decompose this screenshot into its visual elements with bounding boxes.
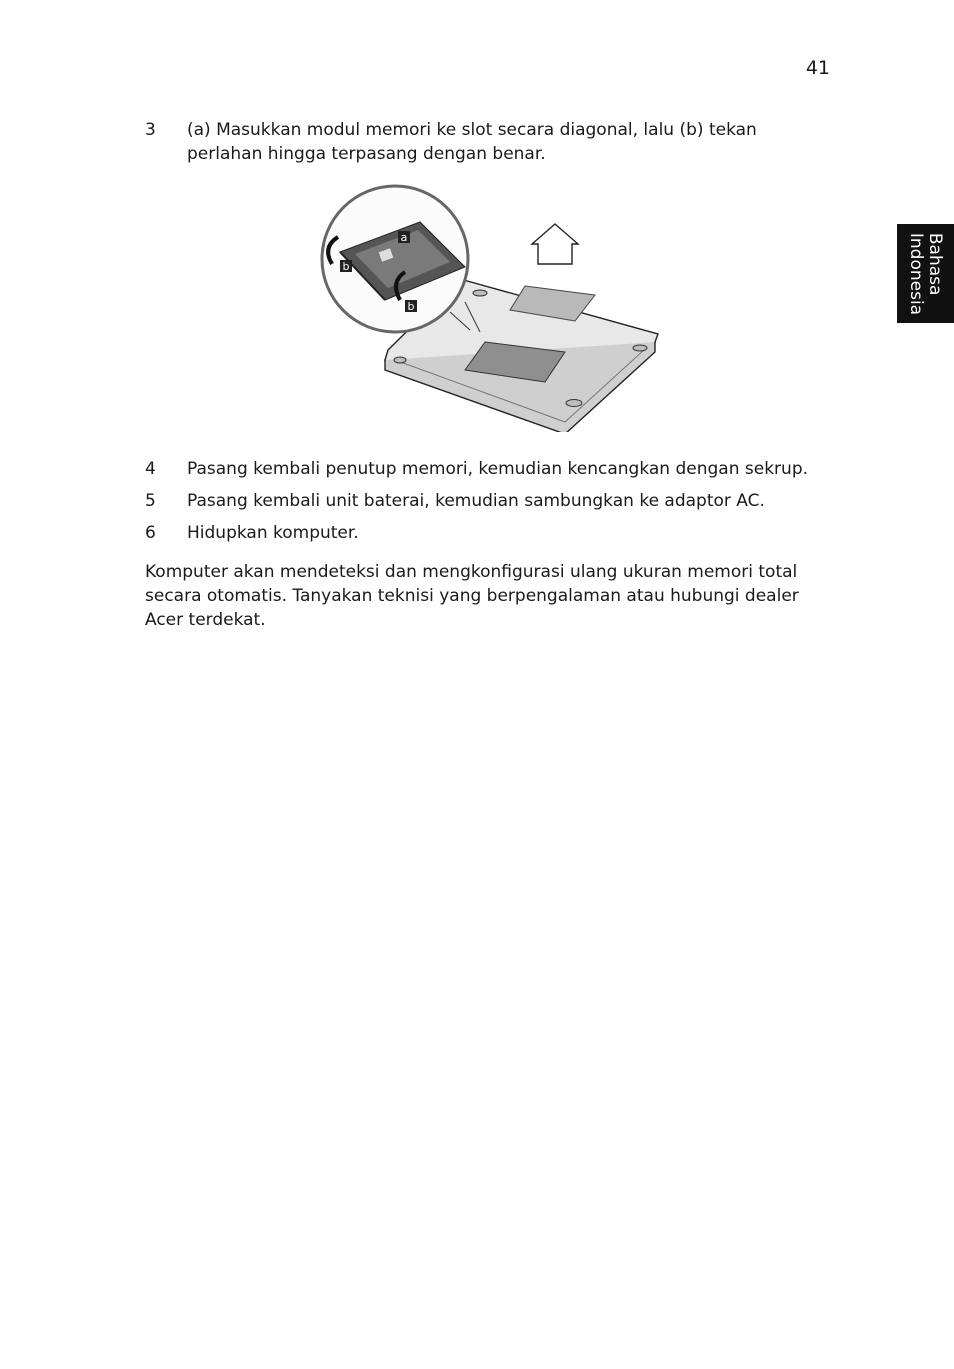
step-number: 5 (145, 491, 156, 511)
label-b: (b) (679, 120, 704, 140)
side-tab-line-2: Indonesia (906, 232, 926, 316)
callout-b2-box (405, 300, 417, 313)
page-number: 41 (805, 57, 830, 79)
step-text-b: tekan perlahan hingga terpasang dengan benar. (187, 120, 757, 164)
side-tab-label (906, 233, 944, 315)
step-number: 3 (145, 120, 156, 140)
label-a: (a) (187, 120, 211, 140)
callout-b1-label: b (342, 260, 350, 273)
step-text: Pasang kembali unit baterai, kemudian sambungkan ke adaptor AC. (187, 491, 765, 511)
step-text: Hidupkan komputer. (187, 523, 359, 543)
step-number: 6 (145, 523, 156, 543)
step-text: Pasang kembali penutup memori, kemudian kencangkan dengan sekrup. (187, 459, 809, 479)
language-side-tab (897, 224, 954, 323)
step-text-a: Masukkan modul memori ke slot secara diagonal, lalu (210, 120, 680, 140)
closing-paragraph: Komputer akan mendeteksi dan mengkonfigurasi ulang ukuran memori total secara otomatis. Tanyakan teknisi yang berpengalaman atau hubungi dealer Acer terdekat. (145, 562, 799, 630)
callout-b2-label: b (407, 300, 415, 313)
callout-b1-box (340, 260, 352, 273)
step-number: 4 (145, 459, 156, 479)
step-3 (145, 118, 835, 166)
side-tab-line-1: Bahasa (925, 232, 945, 296)
step-6 (145, 521, 835, 545)
step-5 (145, 489, 835, 513)
lift-arrow (532, 224, 578, 264)
memory-installation-illustration (310, 182, 670, 432)
callout-a-label: a (400, 231, 408, 244)
step-text (187, 118, 835, 166)
step-4 (145, 457, 835, 481)
callout-a-box (398, 231, 410, 244)
